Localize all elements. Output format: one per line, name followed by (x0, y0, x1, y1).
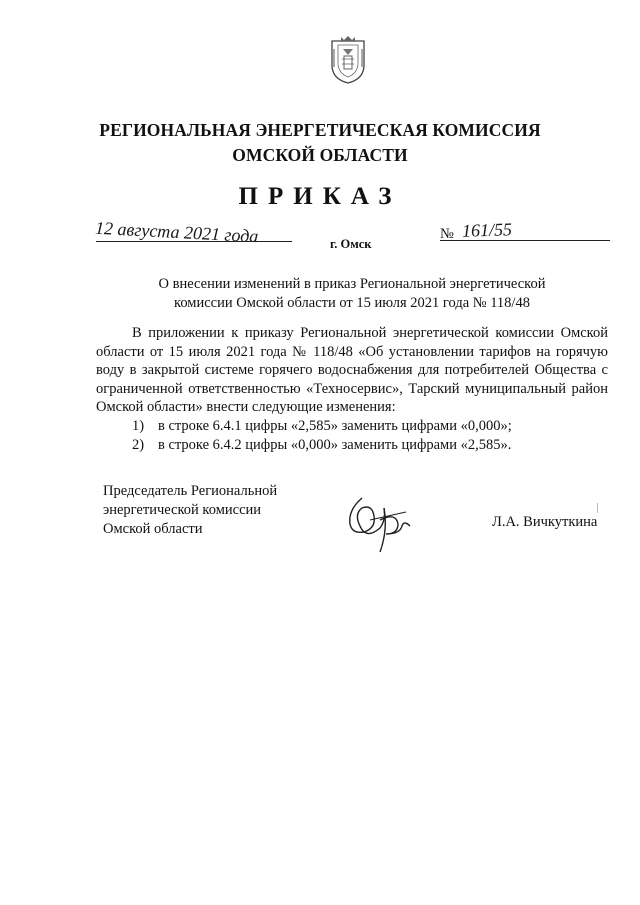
number-sign: № (440, 226, 454, 242)
organization-name: РЕГИОНАЛЬНАЯ ЭНЕРГЕТИЧЕСКАЯ КОМИССИЯ (99, 120, 541, 140)
scan-mark (597, 503, 598, 513)
subject-line-1: О внесении изменений в приказ Региональной энергетической (158, 276, 546, 292)
subject-line-2: комиссии Омской области от 15 июля 2021 года № 118/48 (174, 295, 530, 311)
handwritten-number: 161/55 (461, 219, 513, 241)
position-line: Омской области (103, 521, 203, 537)
body-paragraph-text: В приложении к приказу Региональной энергетической комиссии Омской области от 15 июля 2021 года № 118/48 «Об установлении тарифов на горячую воду в закрытой системе горячего водоснабжения для потребителей Общества с ограниченной ответственностью «Техносервис», Тарский муниципальный район Омской области» внести следующие изменения: (96, 325, 608, 415)
position-line: энергетической комиссии (103, 502, 262, 518)
list-item-number: 2) (132, 437, 145, 453)
body-paragraph (96, 324, 608, 417)
handwritten-signature-icon (340, 490, 435, 560)
position-line: Председатель Региональной (103, 483, 278, 499)
coat-of-arms-icon (328, 35, 368, 85)
organization-region: ОМСКОЙ ОБЛАСТИ (232, 145, 408, 165)
date-underline (96, 241, 292, 242)
list-item-text: в строке 6.4.2 цифры «0,000» заменить цифрами «2,585». (158, 437, 512, 453)
number-underline (440, 240, 610, 241)
list-item-text: в строке 6.4.1 цифры «2,585» заменить цифрами «0,000»; (158, 418, 512, 434)
city-label: г. Омск (330, 237, 372, 251)
list-item (132, 417, 612, 436)
list-item-number: 1) (132, 418, 145, 434)
list-item (132, 436, 612, 455)
signatory-position (103, 482, 277, 539)
document-type: ПРИКАЗ (238, 183, 402, 210)
signatory-name: Л.А. Вичкуткина (492, 514, 598, 530)
handwritten-date: 12 августа 2021 года (94, 217, 259, 247)
